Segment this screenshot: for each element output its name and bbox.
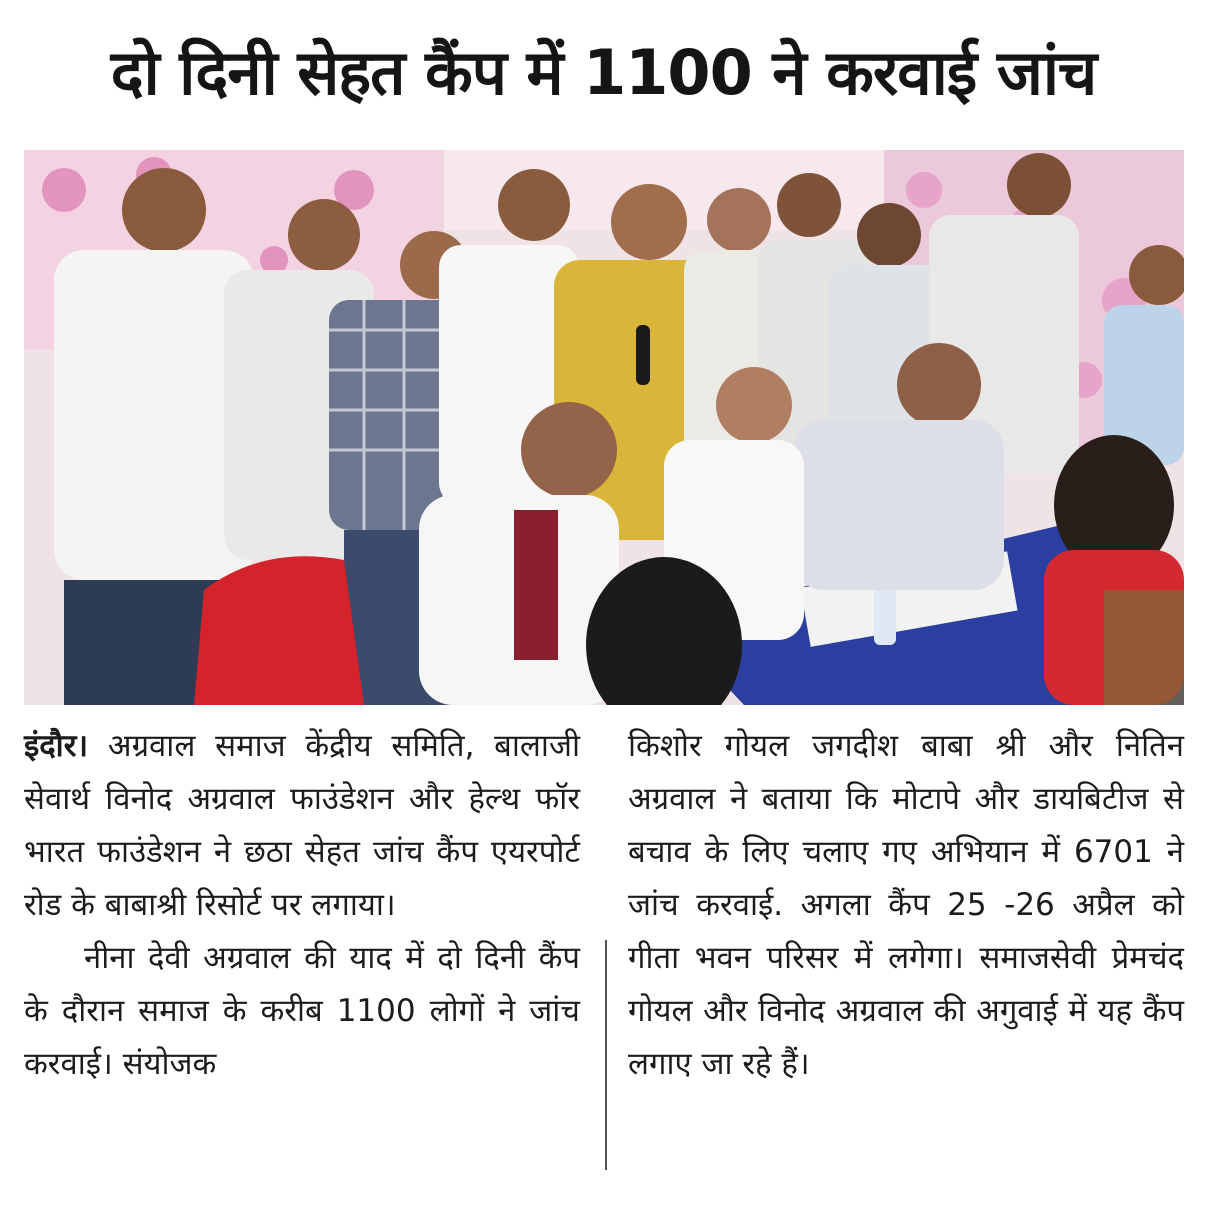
article-paragraph-3: किशोर गोयल जगदीश बाबा श्री और नितिन अग्रवाल ने बताया कि मोटापे और डायबिटीज से बचाव के लिए चलाए गए अभियान में 6701 ने जांच करवाई. अगला कैंप 25 -26 अप्रैल को गीता भवन परिसर में लगेगा। समाजसेवी प्रेमचंद गोयल और विनोद अग्रवाल की अगुवाई में यह कैंप लगाए जा रहे हैं। xyxy=(628,728,1184,1082)
dateline: इंदौर। xyxy=(24,728,89,764)
column-divider xyxy=(605,940,607,1170)
headline: दो दिनी सेहत कैंप में 1100 ने करवाई जांच xyxy=(110,36,1097,109)
news-photo xyxy=(24,150,1184,705)
article-text-1: अग्रवाल समाज केंद्रीय समिति, बालाजी सेवार्थ विनोद अग्रवाल फाउंडेशन और हेल्थ फॉर भारत फाउंडेशन ने छठा सेहत जांच कैंप एयरपोर्ट रोड के बाबाश्री रिसोर्ट पर लगाया। xyxy=(24,728,580,923)
article-column-left xyxy=(24,720,580,1091)
article-paragraph-2: नीना देवी अग्रवाल की याद में दो दिनी कैंप के दौरान समाज के करीब 1100 लोगों ने जांच करवाई। संयोजक xyxy=(24,940,580,1082)
article-paragraph-1 xyxy=(24,720,580,932)
health-camp-photo-illustration xyxy=(24,150,1184,705)
article-column-right xyxy=(628,720,1184,1091)
